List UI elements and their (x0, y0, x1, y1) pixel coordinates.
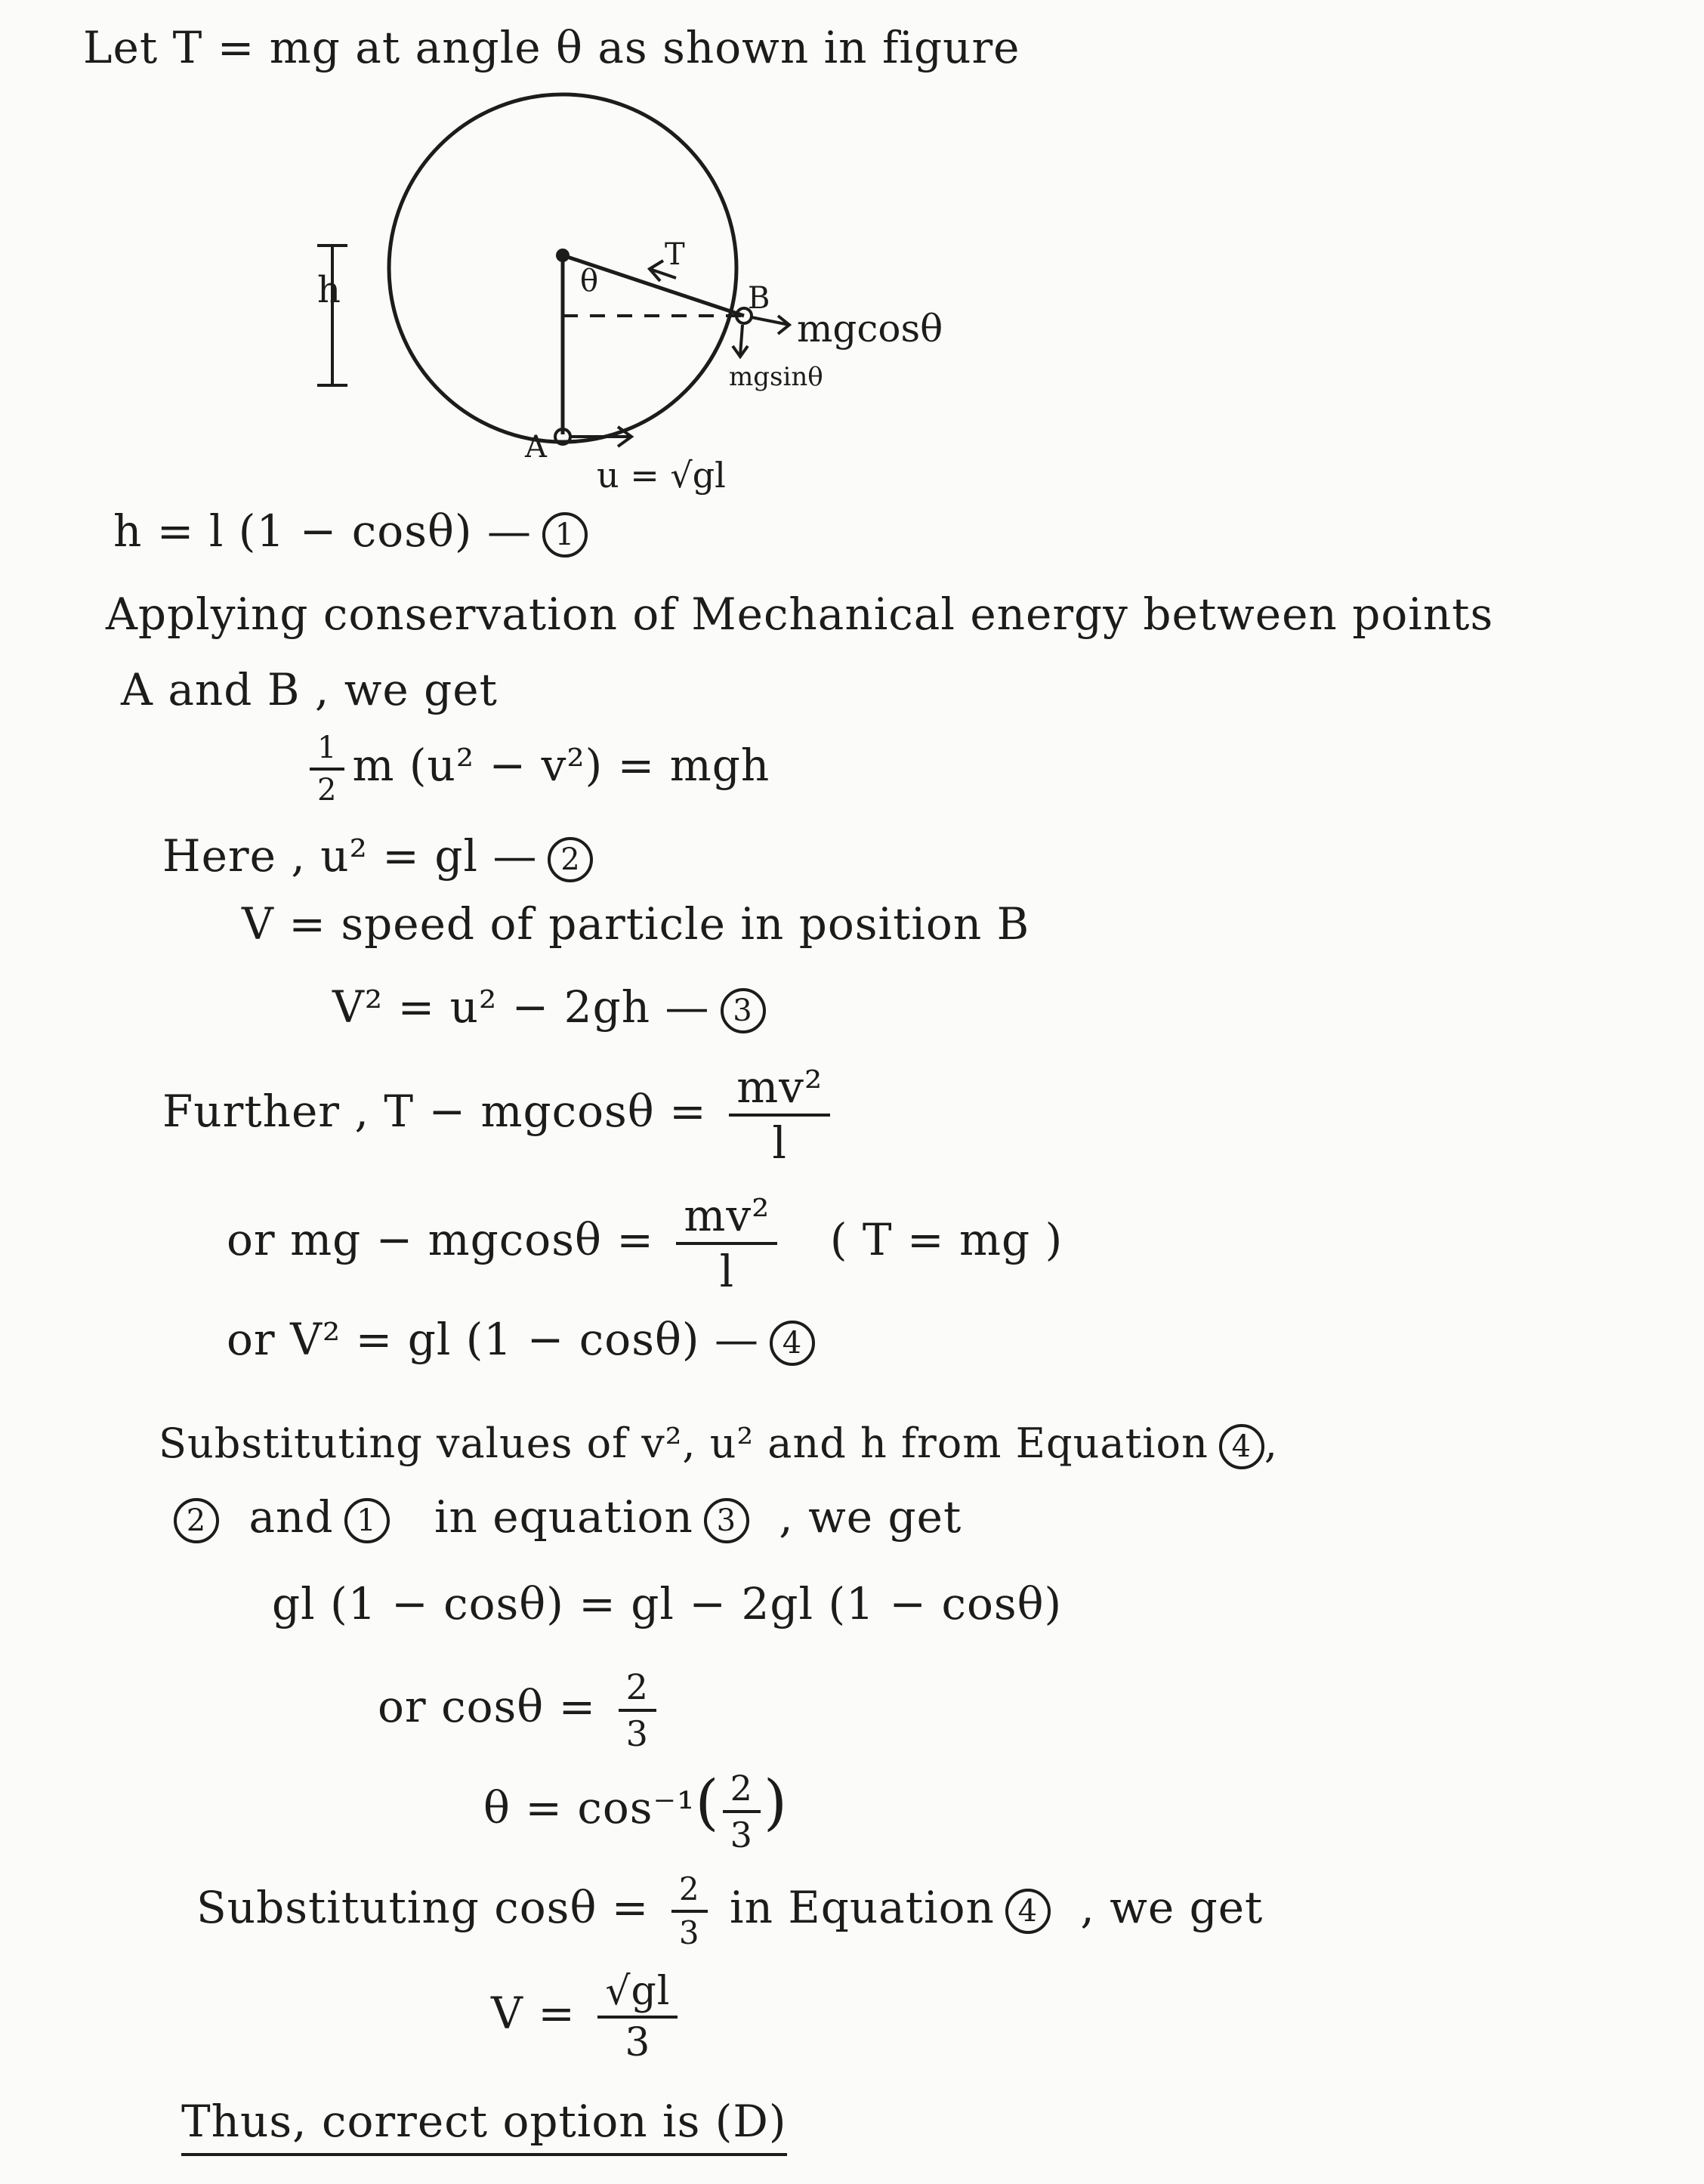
or-eq-1-fraction (676, 1190, 777, 1297)
conclusion-text: Thus, correct option is (D) (181, 2096, 787, 2156)
or-equation-1 (227, 1190, 1063, 1297)
equation-tag-4: 4 (770, 1321, 815, 1366)
sub1-text: Substituting values of v², u² and h from Equation (159, 1419, 1209, 1467)
v-eq-num: √gl (597, 1972, 678, 2019)
sub1-tag-4: 4 (1219, 1424, 1264, 1469)
theta-eq-fraction (723, 1767, 761, 1855)
sub2-den: 3 (678, 1914, 700, 1951)
sub1b-tag-3: 3 (704, 1498, 749, 1543)
equation-2-text: Here , u² = gl — (162, 830, 538, 882)
cos-eq-num: 2 (619, 1670, 656, 1712)
equation-4 (227, 1314, 815, 1366)
label-A: A (525, 430, 547, 465)
or-eq-1-note: ( T = mg ) (829, 1214, 1063, 1266)
label-theta: θ (580, 264, 599, 298)
theta-paren-open: ( (695, 1767, 720, 1837)
sub1b-mid: in equation (434, 1491, 693, 1543)
further-equation (162, 1061, 838, 1169)
substitution-line-1b (174, 1492, 962, 1543)
half-num: 1 (310, 733, 344, 771)
or-eq-1-num: mv² (676, 1194, 777, 1245)
v-eq-den: 3 (625, 2020, 651, 2065)
theta-eq-den: 3 (730, 1814, 753, 1855)
cos-eq-fraction (619, 1667, 656, 1754)
cos-eq-text: or cosθ = (378, 1681, 597, 1733)
sub1b-and: and (248, 1491, 334, 1543)
equation-tag-1: 1 (542, 512, 588, 558)
circular-motion-diagram (0, 0, 1704, 529)
substitution-line-1 (159, 1420, 1278, 1469)
paragraph-1: Applying conservation of Mechanical energy between points (106, 588, 1494, 640)
equation-4-text: or V² = gl (1 − cosθ) — (227, 1314, 759, 1365)
intro-text: Let T = mg at angle θ as shown in figure (83, 22, 1020, 73)
v-eq-fraction (597, 1969, 678, 2065)
conclusion (181, 2096, 787, 2147)
sub2-tag-4: 4 (1005, 1889, 1051, 1934)
energy-rest: m (u² − v²) = mgh (352, 740, 770, 792)
further-text: Further , T − mgcosθ = (162, 1086, 707, 1138)
theta-paren-close: ) (763, 1767, 789, 1837)
label-mgsin: mgsinθ (729, 362, 823, 392)
sub1b-end: , we get (779, 1491, 962, 1543)
further-fraction (729, 1061, 830, 1169)
equation-1 (113, 506, 588, 558)
theta-eq-num: 2 (723, 1771, 761, 1813)
theta-eq-text: θ = cos⁻¹ (483, 1782, 696, 1833)
sub2-c: , we get (1080, 1882, 1264, 1934)
equation-3-text: V² = u² − 2gh — (332, 981, 710, 1033)
v-equation (491, 1969, 685, 2065)
sub1b-tag-1: 1 (344, 1498, 390, 1543)
substitution-line-2 (196, 1870, 1264, 1951)
further-num: mv² (729, 1065, 830, 1117)
or-eq-1-text: or mg − mgcosθ = (227, 1214, 654, 1266)
equation-1-text: h = l (1 − cosθ) — (113, 505, 532, 557)
sub2-num: 2 (671, 1874, 708, 1913)
v-definition: V = speed of particle in position B (242, 898, 1030, 950)
sub2-a: Substituting cosθ = (196, 1882, 650, 1934)
theta-equation (483, 1767, 789, 1855)
half-fraction (310, 731, 344, 808)
equation-2 (162, 831, 593, 882)
v-eq-text: V = (491, 1988, 576, 2040)
equation-tag-2: 2 (548, 837, 593, 882)
label-h: h (317, 269, 341, 311)
equation-tag-3: 3 (721, 988, 766, 1033)
cos-equation (378, 1667, 664, 1754)
equation-5: gl (1 − cosθ) = gl − 2gl (1 − cosθ) (272, 1578, 1063, 1630)
equation-3 (332, 982, 766, 1033)
label-B: B (748, 281, 770, 316)
sub1-comma: , (1264, 1419, 1279, 1467)
half-den: 2 (317, 773, 338, 808)
label-T: T (665, 237, 685, 272)
energy-equation (302, 731, 770, 808)
label-u: u = √gl (597, 455, 726, 496)
cos-eq-den: 3 (625, 1713, 649, 1754)
sub1b-tag-2: 2 (174, 1498, 219, 1543)
sub2-b: in Equation (730, 1882, 995, 1934)
paragraph-1b: A and B , we get (121, 664, 498, 715)
sub2-fraction (671, 1870, 708, 1951)
mgsin-arrow (740, 325, 742, 355)
or-eq-1-den: l (719, 1246, 735, 1297)
label-mgcos: mgcosθ (797, 307, 943, 351)
further-den: l (772, 1117, 787, 1169)
